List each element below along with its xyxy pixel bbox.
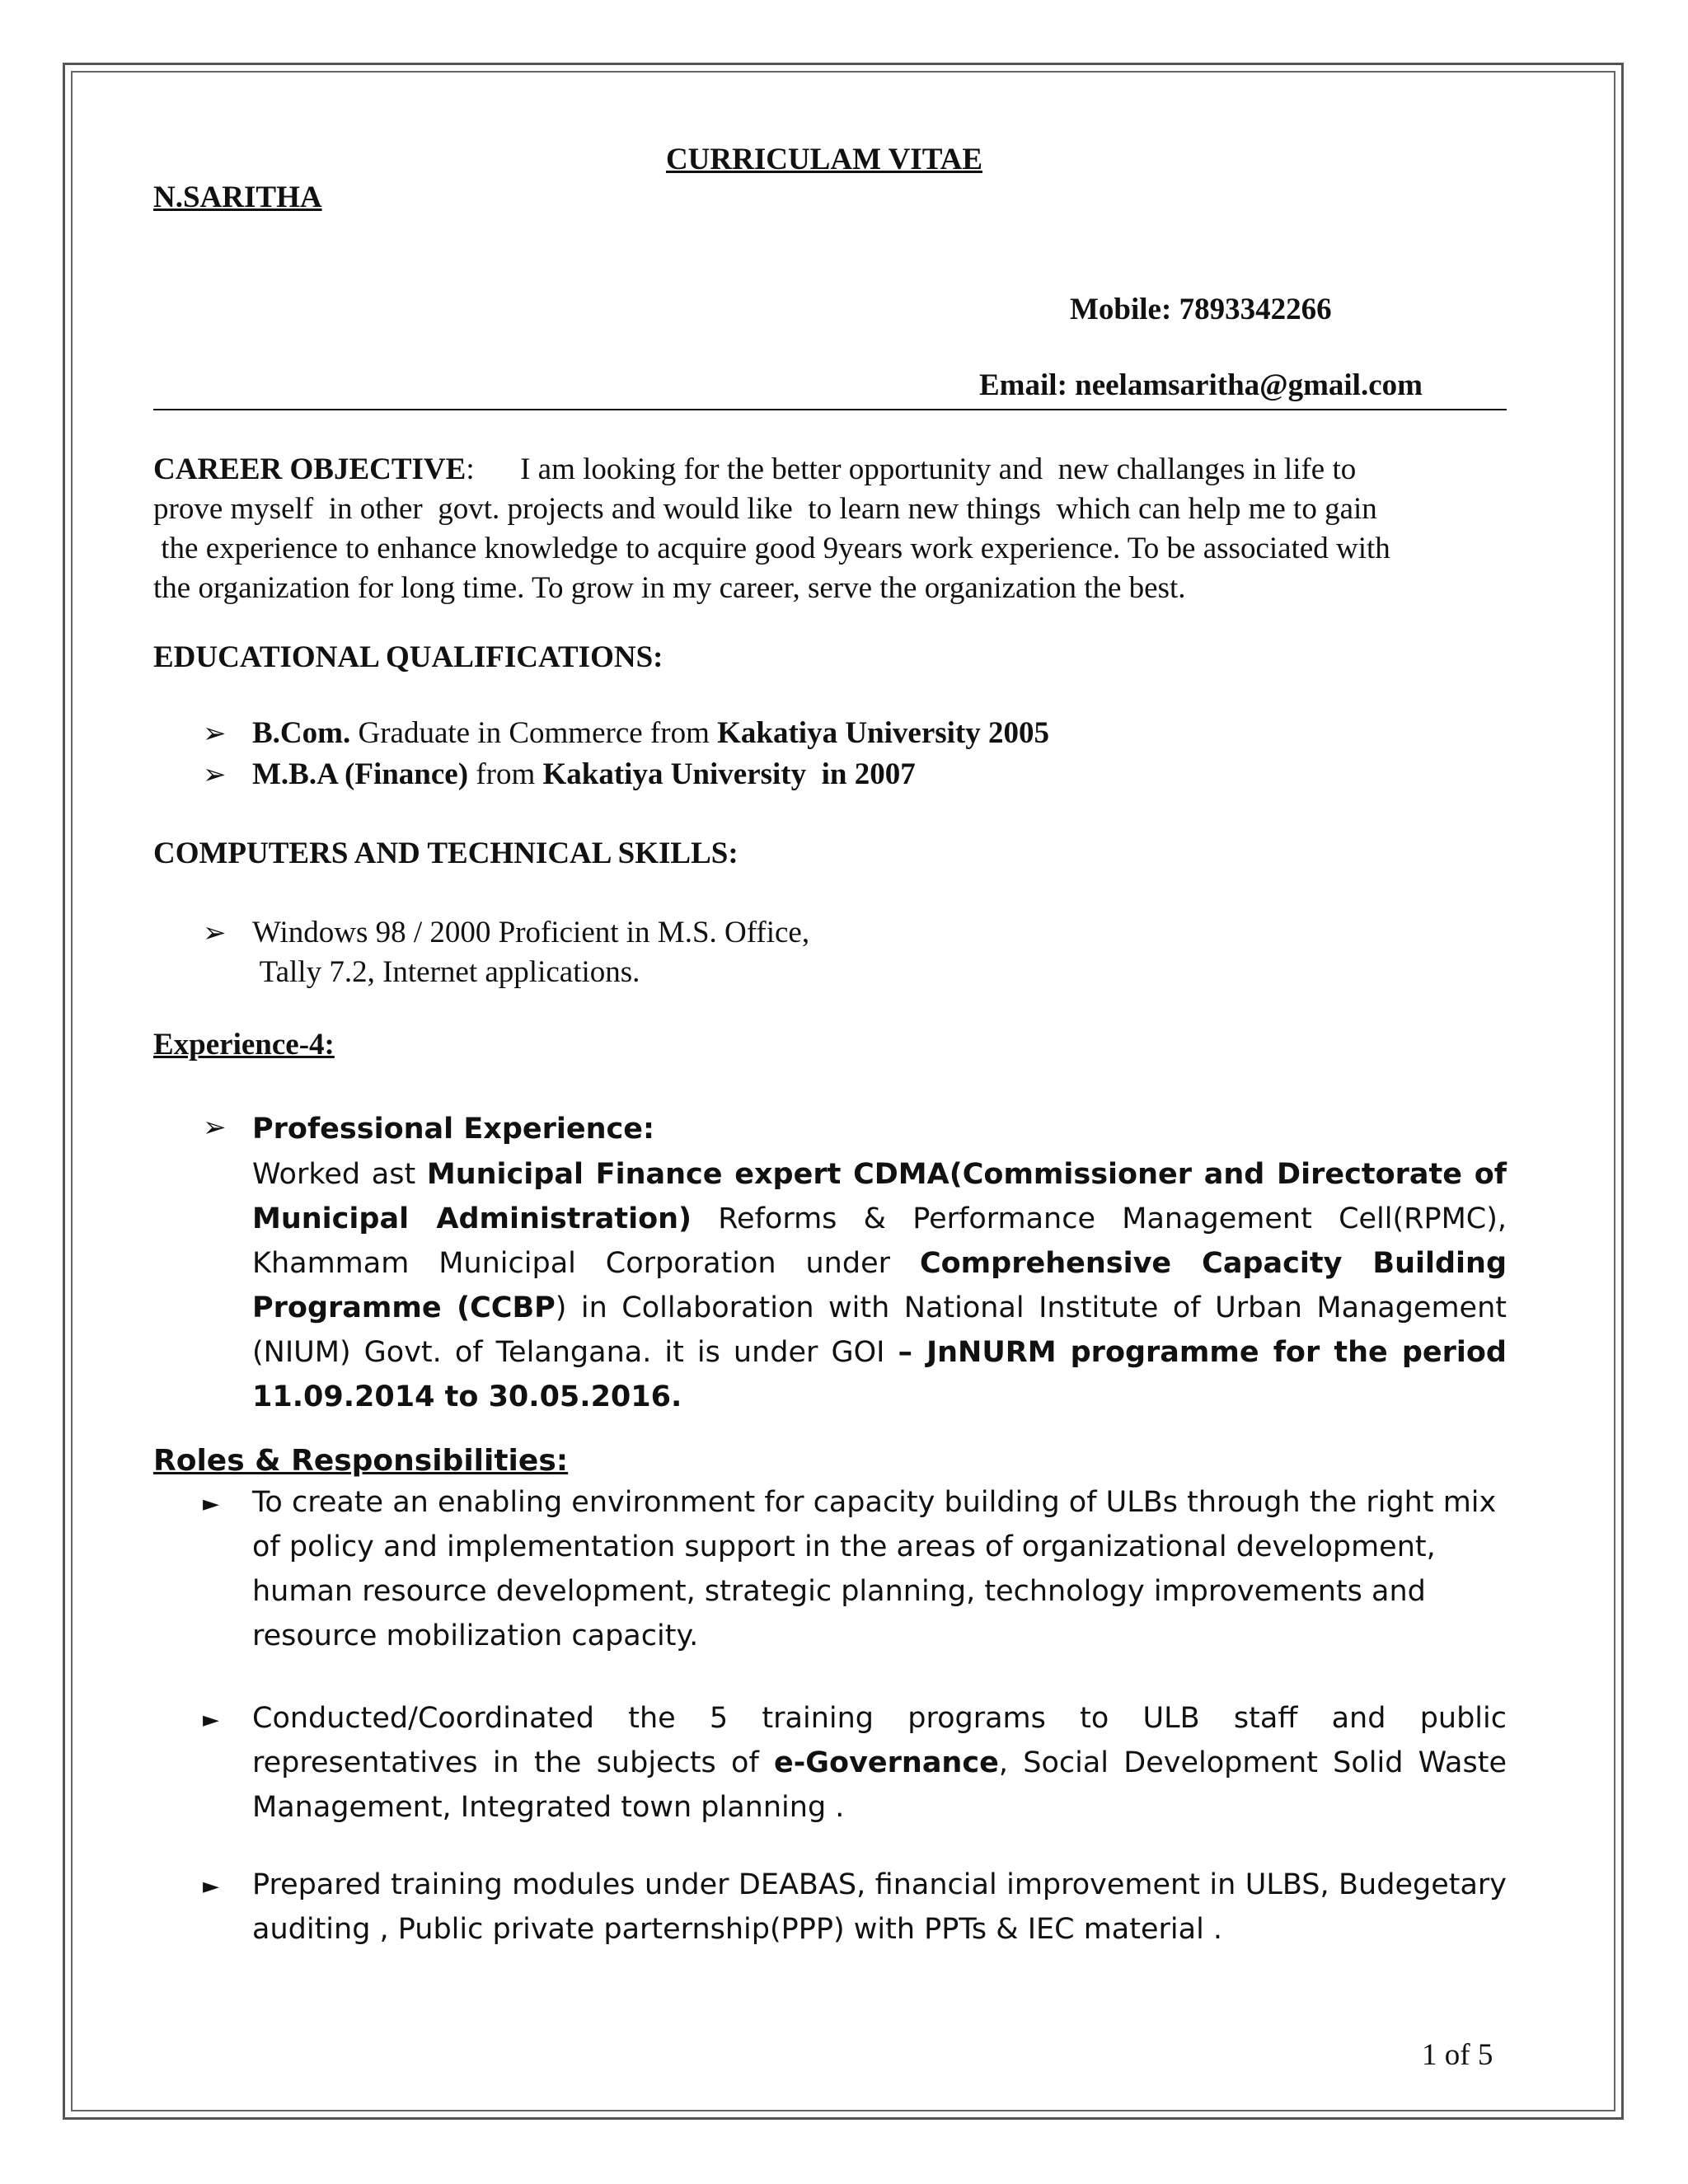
mobile-label: Mobile: [1070,293,1172,326]
skills-item [203,913,810,954]
experience-period: – JnNURM programme for the period 11.09.2014 to 30.05.2016. [252,1336,1507,1413]
professional-experience-body [252,1152,1507,1419]
triangle-bullet-icon: ► [203,1492,219,1516]
email-line [979,368,1423,403]
education-text: from [468,757,543,791]
experience-text: ) in Collaboration with National Institute of Urban Management (NIUM) Govt. of Telangana. it is under GOI [252,1291,1507,1369]
professional-experience-heading: Professional Experience: [252,1113,655,1146]
university: Kakatiya University in 2007 [542,757,916,791]
role-item: Prepared training modules under DEABAS, financial improvement in ULBS, Budegetary auditing , Public private parternship(PPP) with PPTs & IEC material . [252,1868,1507,1946]
education-item [203,714,1049,754]
career-line-3: the experience to enhance knowledge to acquire good 9years work experience. To be associated with [153,532,1390,565]
triangle-bullet-icon: ► [203,1708,219,1732]
experience-heading: Experience-4: [153,1028,335,1062]
candidate-name: N.SARITHA [153,180,322,214]
role-highlight: e-Governance [774,1746,999,1779]
arrow-bullet-icon: ➢ [203,760,227,790]
arrow-bullet-icon: ➢ [203,1113,227,1143]
career-objective [153,450,1513,608]
roles-heading: Roles & Responsibilities: [153,1444,569,1478]
arrow-bullet-icon: ➢ [203,918,227,949]
arrow-bullet-icon: ➢ [203,719,227,749]
role-text: Conducted/Coordinated the 5 training programs to ULB staff and public representatives in the subjects of [252,1702,1507,1779]
education-text: Graduate in Commerce from [350,716,718,750]
role-item: To create an enabling environment for capacity building of ULBs through the right mix of policy and implementation support in the areas of organizational development, human resource development, strategic planning, technology improvements and resource mobilization capacity. [252,1486,1497,1652]
university: Kakatiya University 2005 [717,716,1049,750]
education-heading: EDUCATIONAL QUALIFICATIONS: [153,640,663,674]
page-number: 1 of 5 [1422,2038,1493,2072]
email-address: : neelamsaritha@gmail.com [1057,368,1423,402]
skills-line-2: Tally 7.2, Internet applications. [252,955,640,989]
role-item [252,1696,1507,1830]
employer: Municipal Finance expert CDMA(Commissioner and Directorate of Municipal Administration) [252,1158,1507,1235]
experience-text: Reforms & Performance Management Cell(RPMC), Khammam Municipal Corporation under [252,1202,1507,1280]
career-line-4: the organization for long time. To grow in my career, serve the organization the best. [153,571,1186,605]
triangle-bullet-icon: ► [203,1874,219,1899]
mobile-line [1070,292,1332,327]
email-label: Email [979,368,1057,402]
role-text: , Social Development Solid Waste Management, Integrated town planning . [252,1746,1507,1824]
document-title: CURRICULAM VITAE [665,143,983,176]
experience-text: Worked ast [252,1158,427,1191]
career-objective-label: CAREER OBJECTIVE [153,452,467,486]
header-divider [153,409,1507,410]
education-item [203,755,916,795]
mobile-number: 7893342266 [1179,293,1332,326]
skills-line-1: Windows 98 / 2000 Proficient in M.S. Office, [252,916,810,949]
degree: M.B.A (Finance) [252,757,469,791]
degree: B.Com. [252,716,351,750]
computers-heading: COMPUTERS AND TECHNICAL SKILLS: [153,837,738,870]
career-line-1: : I am looking for the better opportunity and new challanges in life to [466,452,1357,486]
career-line-2: prove myself in other govt. projects and would like to learn new things which can help me to gain [153,492,1377,526]
programme-name: Comprehensive Capacity Building Programme (CCBP [252,1247,1507,1324]
